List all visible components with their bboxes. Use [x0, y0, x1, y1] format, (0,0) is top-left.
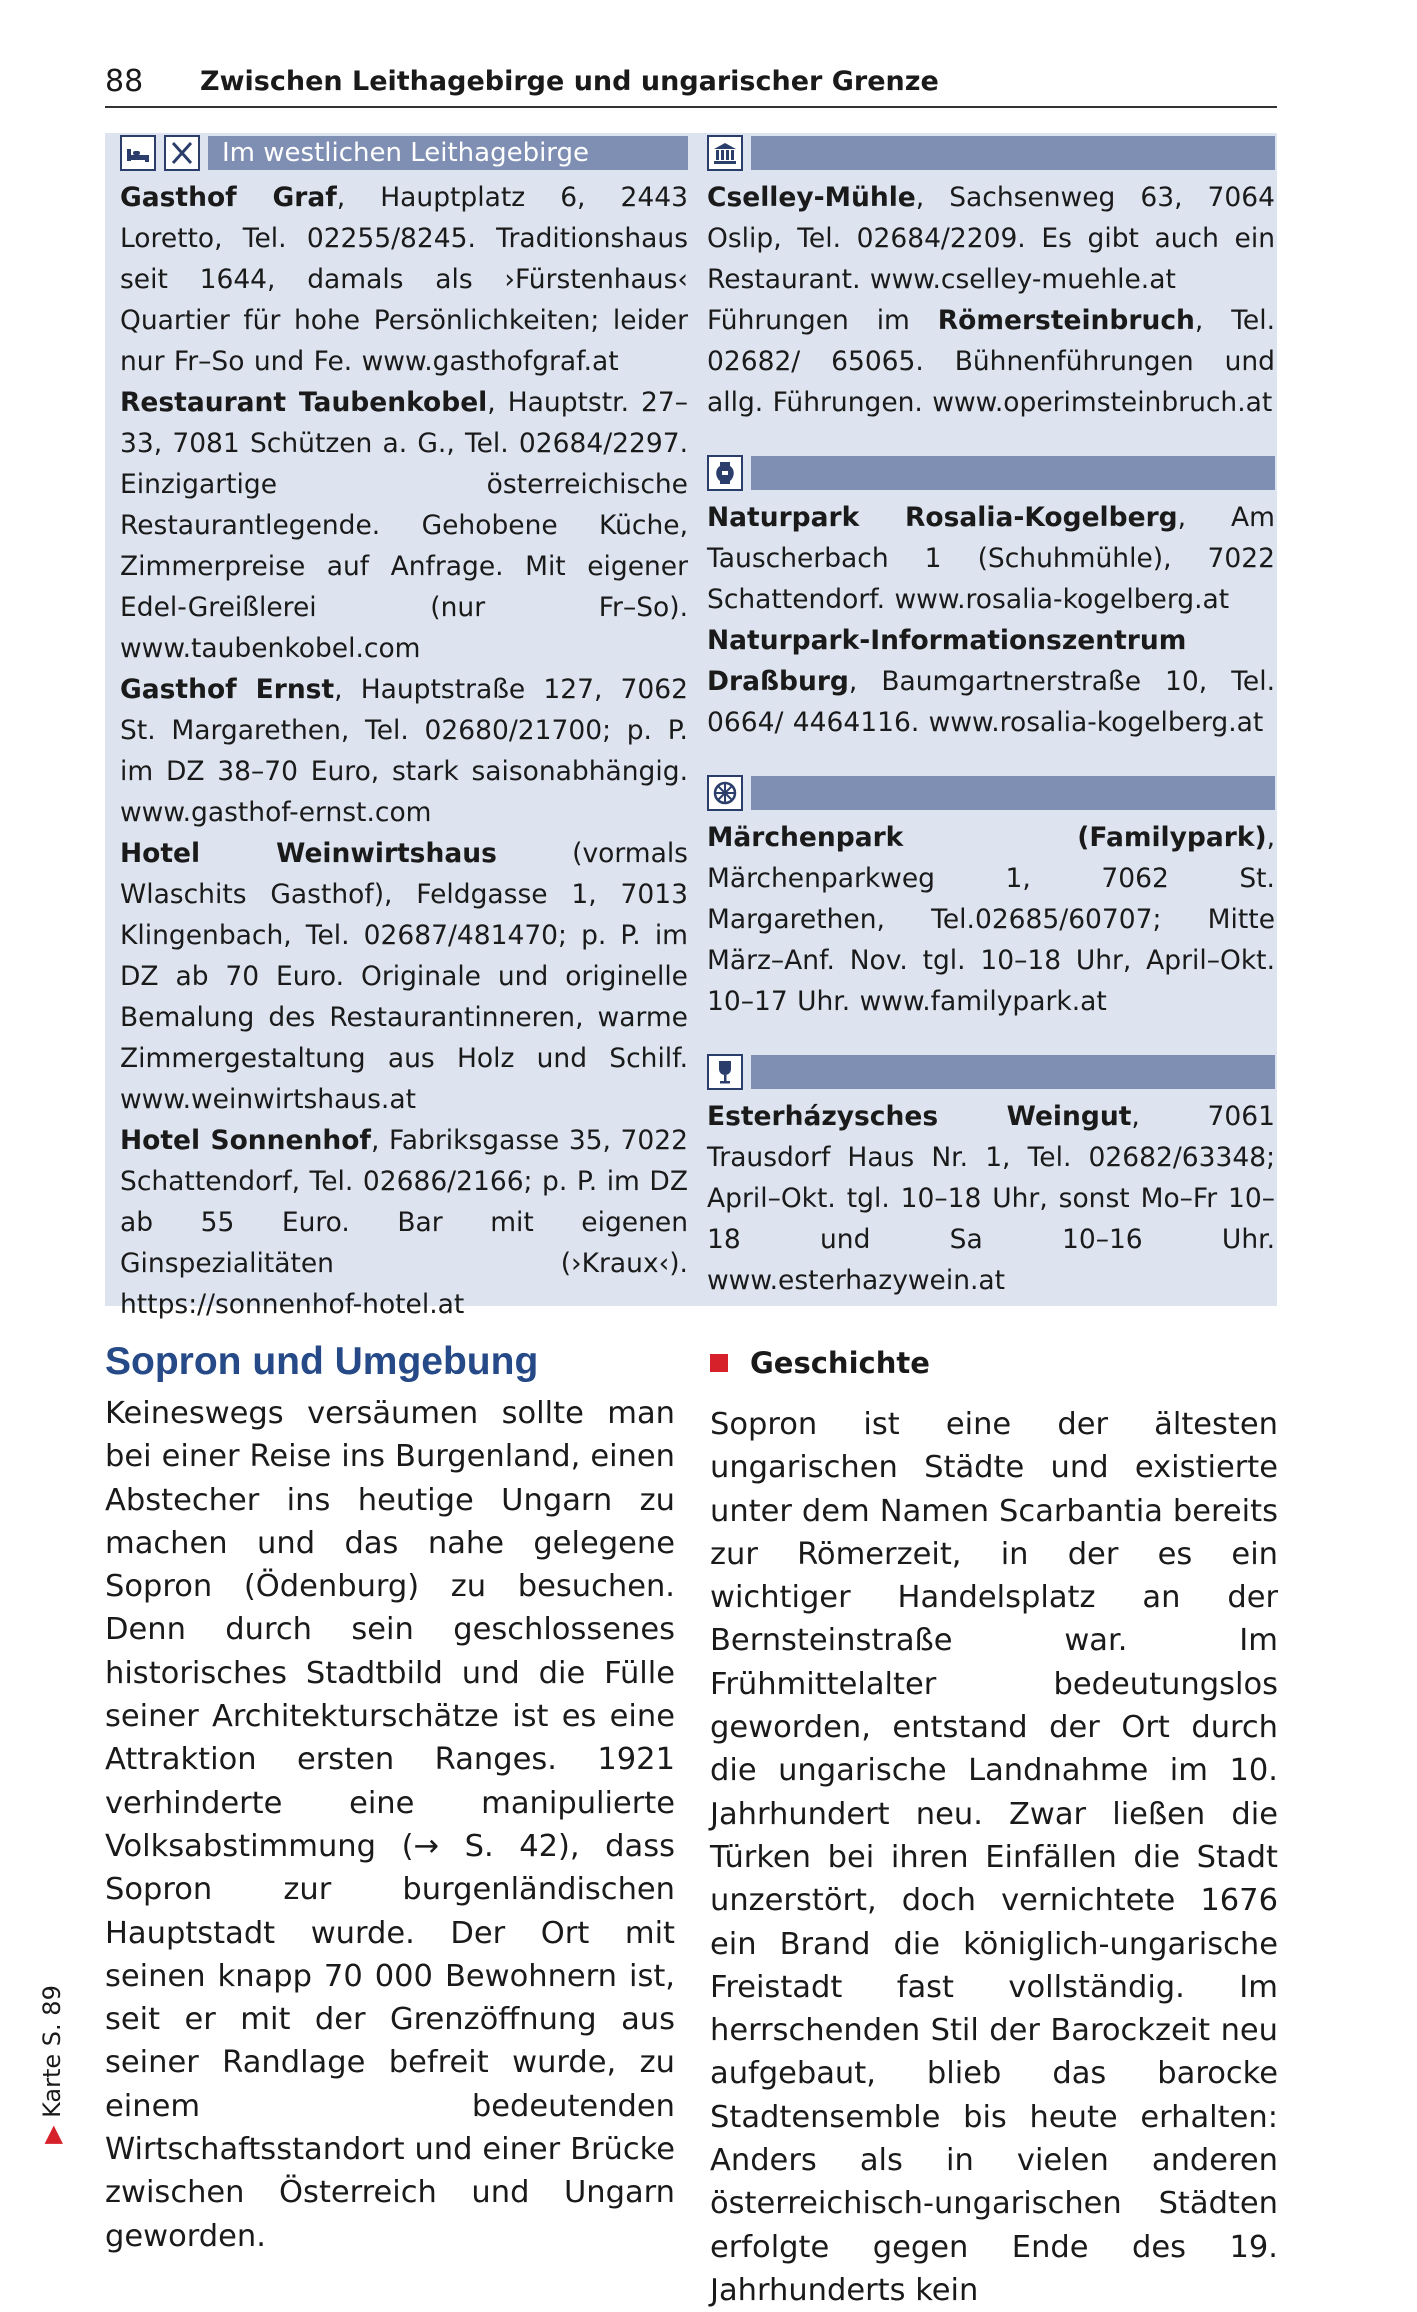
listing-name: Gasthof Ernst — [120, 674, 335, 705]
red-square-bullet — [710, 1354, 728, 1372]
listing-entry — [120, 833, 688, 1120]
running-header — [105, 62, 1277, 108]
block-spacer — [707, 1022, 1275, 1050]
listing-details: (vormals Wlaschits Gasthof), Feldgasse 1, 7013 Klingenbach, Tel. 02687/481470; p. P. im DZ ab 70 Euro. Originale und originelle Bemalung des Restaurantinneren, warme Zimmergestaltung aus Holz und Schilf. www.weinwirtshaus.at — [120, 838, 688, 1115]
attraction-list — [707, 1096, 1275, 1301]
hotel-list — [120, 177, 688, 1325]
listing-entry — [120, 1120, 688, 1325]
listing-details: , Hauptstraße 127, 7062 St. Margarethen, Tel. 02680/21700; p. P. im DZ 38–70 Euro, stark saisonabhängig. www.gasthof-ernst.com — [120, 674, 688, 828]
listing-entry — [707, 620, 1275, 743]
triangle-marker-icon: ▶ — [38, 2125, 66, 2144]
listing-details: , Fabriksgasse 35, 7022 Schattendorf, Tel. 02686/2166; p. P. im DZ ab 55 Euro. Bar mit eigenen Ginspezialitäten (›Kraux‹). https://sonnenhof-hotel.at — [120, 1125, 688, 1320]
listing-name: Römersteinbruch — [937, 305, 1195, 336]
attraction-list — [707, 497, 1275, 743]
listing-entry — [707, 300, 1275, 423]
bed-icon — [120, 135, 156, 171]
listing-name: Gasthof Graf — [120, 182, 337, 213]
section-bar — [707, 453, 1275, 493]
history-heading-label: Geschichte — [750, 1346, 930, 1380]
wine-glass-icon — [707, 1054, 743, 1090]
page-number: 88 — [105, 64, 144, 99]
attraction-list — [707, 177, 1275, 423]
listing-name: Hotel Sonnenhof — [120, 1125, 371, 1156]
intro-text: Keineswegs versäumen sollte man bei einer Reise ins Burgenland, einen Abstecher ins heutige Ungarn zu machen und das nahe gelegene Sopron (Ödenburg) zu besuchen. Denn durch sein geschlossenes historisches Stadtbild und die Fülle seiner Architekturschätze ist es eine Attraktion ersten Ranges. 1921 verhinderte eine manipulierte Volksabstimmung (→ S. 42), dass Sopron zur burgenländischen Hauptstadt wurde. Der Ort mit seinen knapp 70 000 Bewohnern ist, seit er mit der Grenzöffnung aus seiner Randlage befreit wurde, zu einem bedeutenden Wirtschaftsstandort und einer Brücke zwischen Österreich und Ungarn geworden. — [105, 1396, 675, 2254]
info-box — [105, 133, 1277, 1320]
section-bar-fill — [751, 456, 1275, 490]
section-bar — [120, 133, 688, 173]
listing-details: , Sachsenweg 63, 7064 Oslip, Tel. 02684/2209. Es gibt auch ein Restaurant. www.cselley-muehle.at — [707, 182, 1275, 295]
section-label: Im westlichen Leithagebirge — [208, 136, 688, 170]
listing-prefix: Führungen im — [707, 305, 938, 336]
listing-details: , Märchenparkweg 1, 7062 St. Margarethen, Tel.02685/60707; Mitte März–Anf. Nov. tgl. 10–18 Uhr, April–Okt. 10–17 Uhr. www.familypark.at — [707, 822, 1275, 1017]
section-bar — [707, 773, 1275, 813]
attraction-list — [707, 817, 1275, 1022]
restaurant-icon — [164, 135, 200, 171]
listing-name: Hotel Weinwirtshaus — [120, 838, 497, 869]
ferris-wheel-icon — [707, 775, 743, 811]
running-title: Zwischen Leithagebirge und ungarischer Grenze — [200, 66, 939, 97]
listing-entry — [120, 382, 688, 669]
listing-entry — [707, 177, 1275, 300]
listing-details: , 7061 Trausdorf Haus Nr. 1, Tel. 02682/63348; April–Okt. tgl. 10–18 Uhr, sonst Mo–Fr 10–18 und Sa 10–16 Uhr. www.esterhazywein.at — [707, 1101, 1275, 1296]
listing-details: , Tel. 02682/ 65065. Bühnenführungen und allg. Führungen. www.operimsteinbruch.at — [707, 305, 1275, 418]
listing-name: Esterházysches Weingut — [707, 1101, 1132, 1132]
section-heading: Sopron und Umgebung — [105, 1340, 539, 1383]
listing-details: , Baumgartnerstraße 10, Tel. 0664/ 4464116. www.rosalia-kogelberg.at — [707, 666, 1275, 738]
section-bar-fill — [751, 1055, 1275, 1089]
listing-entry — [707, 817, 1275, 1022]
listing-name: Naturpark Rosalia-Kogelberg — [707, 502, 1178, 533]
listing-details: , Hauptplatz 6, 2443 Loretto, Tel. 02255/8245. Traditionshaus seit 1644, damals als ›Fürstenhaus‹ Quartier für hohe Persönlichkeiten; leider nur Fr–So und Fe. www.gasthofgraf.at — [120, 182, 688, 377]
map-reference[interactable] — [38, 1985, 66, 2144]
history-text: Sopron ist eine der ältesten ungarischen Städte und existierte unter dem Namen Scarbantia bereits zur Römerzeit, in der es ein wichtiger Handelsplatz an der Bernsteinstraße war. Im Frühmittelalter bedeutungslos geworden, entstand der Ort durch die ungarische Landnahme im 10. Jahrhundert neu. Zwar ließen die Türken bei ihren Einfällen die Stadt unzerstört, doch vernichtete 1676 ein Brand die königlich-ungarische Freistadt fast vollständig. Im herrschenden Stil der Barockzeit neu aufgebaut, blieb das barocke Stadtensemble bis heute erhalten: Anders als in vielen anderen österreichisch-ungarischen Städten erfolgte gegen Ende des 19. Jahrhunderts kein — [710, 1407, 1278, 2308]
listing-name: Restaurant Taubenkobel — [120, 387, 488, 418]
section-bar-fill — [751, 136, 1275, 170]
listing-name: Naturpark-Informationszentrum Draßburg — [707, 625, 1187, 697]
listing-entry — [707, 1096, 1275, 1301]
listing-entry — [707, 497, 1275, 620]
map-reference-label: Karte S. 89 — [38, 1985, 66, 2118]
listing-name: Cselley-Mühle — [707, 182, 916, 213]
history-heading — [710, 1346, 930, 1380]
block-spacer — [707, 423, 1275, 451]
section-bar — [707, 133, 1275, 173]
section-bar-fill — [751, 776, 1275, 810]
info-column-left — [120, 131, 688, 1325]
listing-entry — [120, 177, 688, 382]
block-spacer — [707, 743, 1275, 771]
listing-details: , Am Tauscherbach 1 (Schuhmühle), 7022 Schattendorf. www.rosalia-kogelberg.at — [707, 502, 1276, 615]
info-column-right — [707, 131, 1275, 1301]
section-bar — [707, 1052, 1275, 1092]
listing-name: Märchenpark (Familypark) — [707, 822, 1267, 853]
listing-entry — [120, 669, 688, 833]
vase-icon — [707, 455, 743, 491]
listing-details: , Hauptstr. 27–33, 7081 Schützen a. G., Tel. 02684/2297. Einzigartige österreichische Restaurantlegende. Gehobene Küche, Zimmerpreise auf Anfrage. Mit eigener Edel-Greißlerei (nur Fr–So). www.taubenkobel.com — [120, 387, 689, 664]
museum-icon — [707, 135, 743, 171]
